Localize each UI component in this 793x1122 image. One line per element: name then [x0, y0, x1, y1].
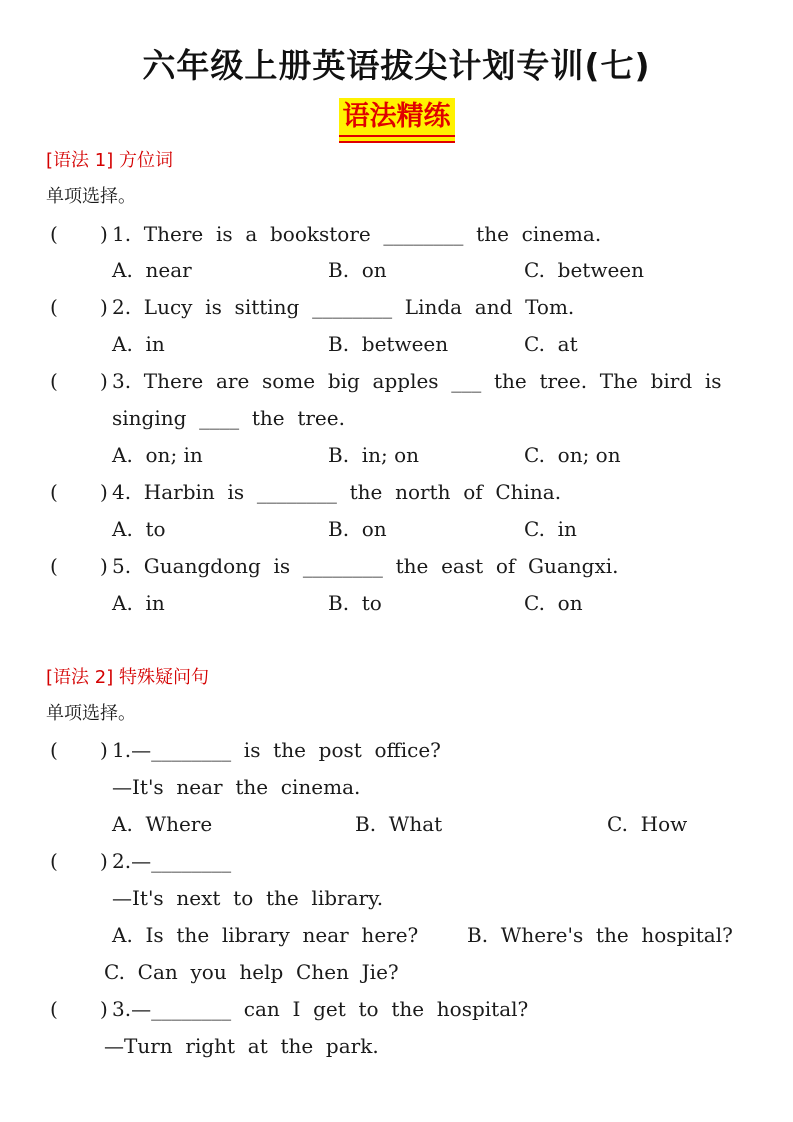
option-c: C. between [524, 258, 645, 282]
answer-paren-close: ) [100, 554, 108, 578]
option-b: B. on [328, 258, 387, 282]
dialogue-reply: —Turn right at the park. [104, 1034, 379, 1058]
s1-q3-continuation [0, 403, 793, 433]
section-1-instruction: 单项选择。 [46, 186, 136, 207]
option-c: C. at [524, 332, 578, 356]
question-stem: 3. There are some big apples ___ the tree. The bird is [112, 369, 722, 393]
answer-paren-close: ) [100, 222, 108, 246]
option-a: A. to [112, 517, 166, 541]
s2-q3-answer [0, 1031, 793, 1061]
question-stem: 2.—________ [112, 849, 232, 873]
answer-paren-open: ( [50, 738, 58, 762]
question-stem: 4. Harbin is ________ the north of China. [112, 480, 562, 504]
option-b: B. Where's the hospital? [467, 923, 733, 947]
page-subtitle: 语法精练 [339, 98, 455, 137]
s2-q2-options-ab [0, 920, 793, 950]
answer-paren-close: ) [100, 480, 108, 504]
answer-paren-open: ( [50, 369, 58, 393]
option-c: C. How [607, 812, 688, 836]
s1-q1-options [0, 255, 793, 285]
s2-q1-row [0, 735, 793, 765]
option-a: A. in [112, 591, 165, 615]
option-b: B. in; on [328, 443, 420, 467]
answer-paren-open: ( [50, 997, 58, 1021]
answer-paren-close: ) [100, 369, 108, 393]
question-stem: 3.—________ can I get to the hospital? [112, 997, 529, 1021]
option-a: A. Where [112, 812, 213, 836]
option-c: C. on; on [524, 443, 621, 467]
s1-q5-row [0, 551, 793, 581]
answer-paren-open: ( [50, 222, 58, 246]
answer-paren-close: ) [100, 849, 108, 873]
s1-q3-options [0, 440, 793, 470]
s2-q3-row [0, 994, 793, 1024]
s2-q2-row [0, 846, 793, 876]
option-b: B. on [328, 517, 387, 541]
section-1-head: [语法 1] 方位词 [46, 150, 173, 171]
s2-q1-options [0, 809, 793, 839]
answer-paren-close: ) [100, 295, 108, 319]
question-stem: 5. Guangdong is ________ the east of Guangxi. [112, 554, 619, 578]
s1-q5-options [0, 588, 793, 618]
answer-paren-open: ( [50, 554, 58, 578]
page-title: 六年级上册英语拔尖计划专训(七) [142, 46, 651, 85]
question-stem: 1. There is a bookstore ________ the cinema. [112, 222, 602, 246]
option-c: C. in [524, 517, 577, 541]
s2-q2-answer [0, 883, 793, 913]
option-a: A. Is the library near here? [112, 923, 419, 947]
dialogue-reply: —It's near the cinema. [112, 775, 361, 799]
question-stem: 1.—________ is the post office? [112, 738, 441, 762]
option-a: A. near [112, 258, 192, 282]
subtitle-wrap [0, 98, 793, 137]
option-a: A. in [112, 332, 165, 356]
section-2-head: [语法 2] 特殊疑问句 [46, 667, 209, 688]
question-stem: 2. Lucy is sitting ________ Linda and Tom. [112, 295, 575, 319]
answer-paren-open: ( [50, 295, 58, 319]
option-b: B. What [355, 812, 443, 836]
answer-paren-close: ) [100, 738, 108, 762]
option-c: C. on [524, 591, 583, 615]
section-2-instruction: 单项选择。 [46, 703, 136, 724]
s1-q2-options [0, 329, 793, 359]
s1-q2-row [0, 292, 793, 322]
answer-paren-close: ) [100, 997, 108, 1021]
s1-q3-row [0, 366, 793, 396]
option-b: B. to [328, 591, 382, 615]
option-c: C. Can you help Chen Jie? [104, 960, 399, 984]
s1-q4-options [0, 514, 793, 544]
dialogue-reply: —It's next to the library. [112, 886, 384, 910]
question-stem-continuation: singing ____ the tree. [112, 406, 345, 430]
answer-paren-open: ( [50, 480, 58, 504]
s2-q1-answer [0, 772, 793, 802]
option-a: A. on; in [112, 443, 203, 467]
s1-q4-row [0, 477, 793, 507]
s1-q1-row [0, 219, 793, 249]
option-b: B. between [328, 332, 449, 356]
s2-q2-options-c [0, 957, 793, 987]
answer-paren-open: ( [50, 849, 58, 873]
